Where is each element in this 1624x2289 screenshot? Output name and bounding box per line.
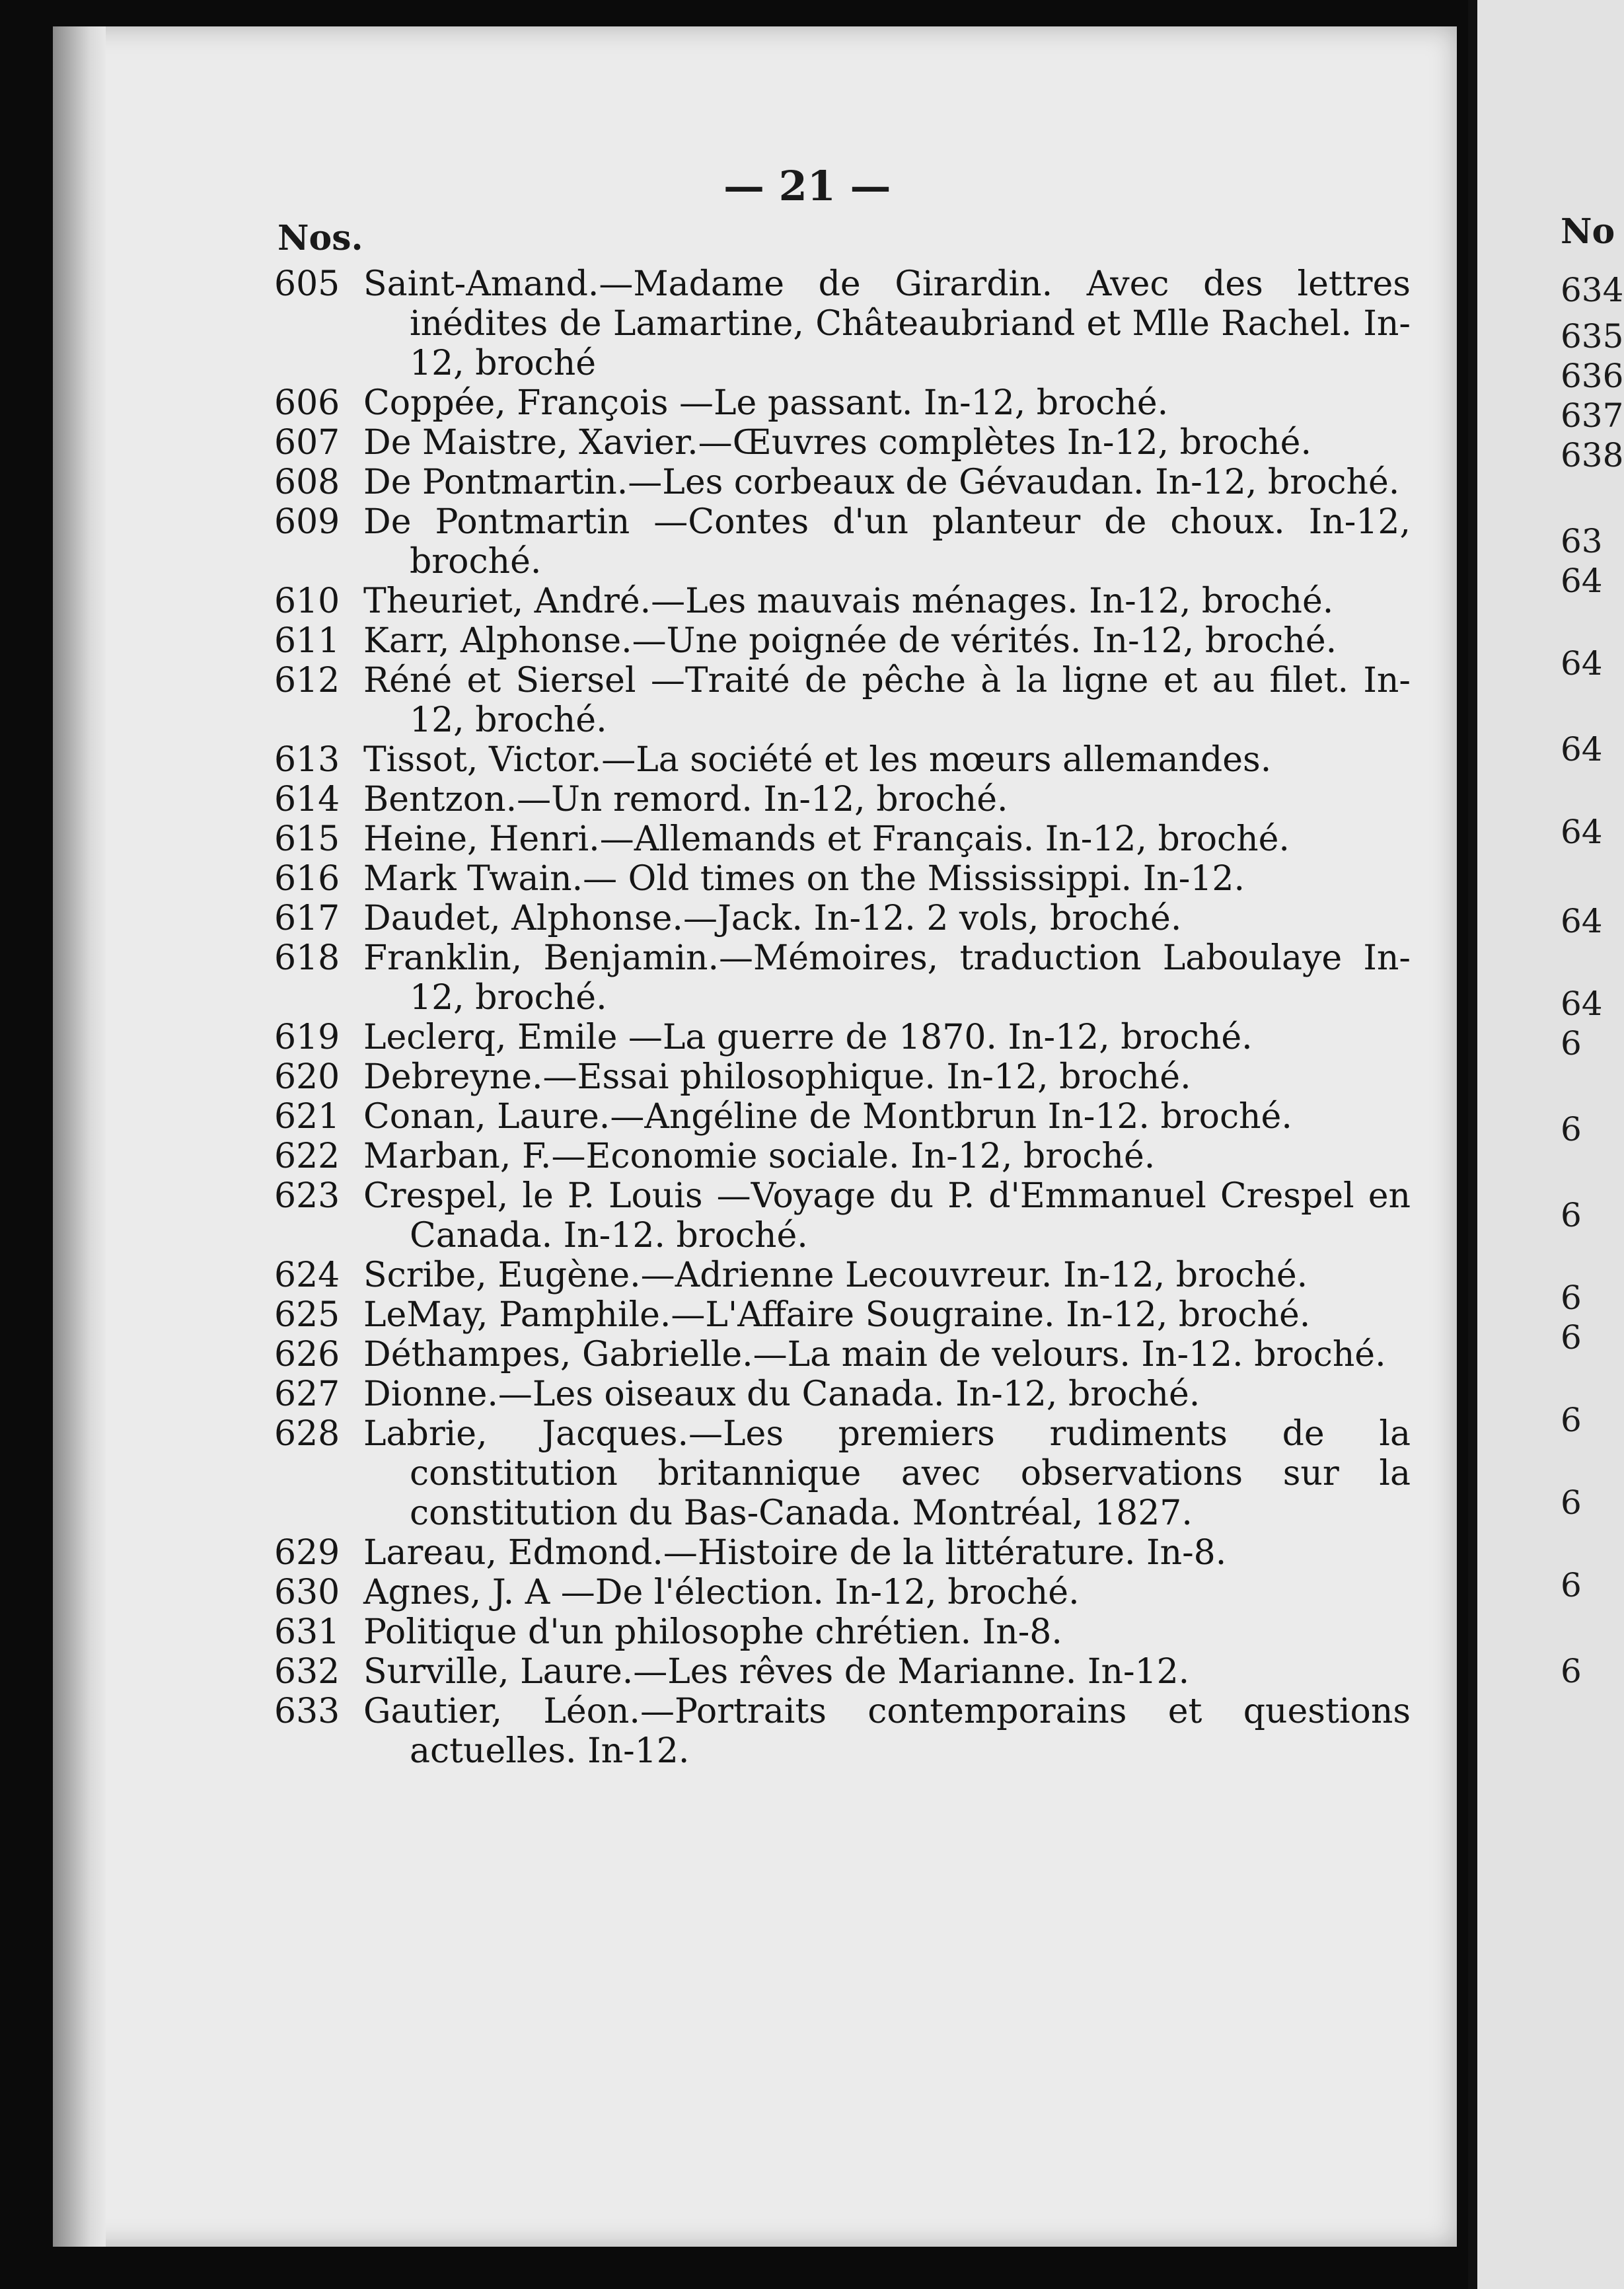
entry-number: 628 (274, 1414, 340, 1454)
entry-text: Coppée, François —Le passant. In-12, broché. (363, 383, 1169, 423)
catalog-entry (274, 1692, 1411, 1771)
column-header: Nos. (277, 218, 363, 258)
page-number: — 21 — (723, 162, 891, 210)
next-page-header: No (1561, 211, 1615, 252)
catalog-entry (274, 502, 1411, 582)
next-page-number: 6 (1561, 1566, 1582, 1604)
next-page-number: 64 (1561, 813, 1603, 851)
entry-number: 609 (274, 502, 340, 542)
entry-number: 632 (274, 1652, 340, 1692)
entry-text: Heine, Henri.—Allemands et Français. In-12, broché. (363, 819, 1290, 859)
entry-number: 623 (274, 1176, 340, 1216)
entry-number: 631 (274, 1612, 340, 1652)
entry-text: Dionne.—Les oiseaux du Canada. In-12, broché. (363, 1374, 1200, 1414)
entry-text: Saint-Amand.—Madame de Girardin. Avec des lettres inédites de Lamartine, Châteaubriand et Mlle Rachel. In-12, broché (363, 264, 1411, 383)
entry-number: 614 (274, 780, 340, 819)
entry-text: Politique d'un philosophe chrétien. In-8. (363, 1612, 1062, 1652)
catalog-entry (274, 621, 1411, 661)
catalog-entry (274, 1374, 1411, 1414)
catalog-entry (274, 1652, 1411, 1692)
catalog-entry (274, 1533, 1411, 1573)
next-page-number: 6 (1561, 1401, 1582, 1439)
catalog-entry (274, 1176, 1411, 1256)
entry-number: 624 (274, 1256, 340, 1295)
entry-text: Franklin, Benjamin.—Mémoires, traduction Laboulaye In-12, broché. (363, 938, 1411, 1018)
entry-number: 633 (274, 1692, 340, 1731)
next-page-number: 64 (1561, 985, 1603, 1023)
entry-text: Theuriet, André.—Les mauvais ménages. In-12, broché. (363, 582, 1334, 621)
catalog-entry (274, 1295, 1411, 1335)
catalog-entry (274, 1612, 1411, 1652)
entry-text: Marban, F.—Economie sociale. In-12, broché. (363, 1137, 1156, 1176)
next-page-number: 64 (1561, 562, 1603, 600)
entry-number: 616 (274, 859, 340, 899)
entry-text: Conan, Laure.—Angéline de Montbrun In-12. broché. (363, 1097, 1292, 1137)
catalog-entry (274, 1097, 1411, 1137)
entry-text: Karr, Alphonse.—Une poignée de vérités. In-12, broché. (363, 621, 1337, 661)
entry-number: 625 (274, 1295, 340, 1335)
next-page-number: 6 (1561, 1652, 1582, 1690)
catalog-entry (274, 859, 1411, 899)
entry-text: Daudet, Alphonse.—Jack. In-12. 2 vols, broché. (363, 899, 1182, 938)
entry-text: Bentzon.—Un remord. In-12, broché. (363, 780, 1008, 819)
entry-text: Déthampes, Gabrielle.—La main de velours. In-12. broché. (363, 1335, 1386, 1374)
entry-text: Réné et Siersel —Traité de pêche à la ligne et au filet. In-12, broché. (363, 661, 1411, 740)
next-page-number: 6 (1561, 1483, 1582, 1522)
entry-text: Agnes, J. A —De l'élection. In-12, broché. (363, 1573, 1080, 1612)
catalog-entry (274, 740, 1411, 780)
catalog-entry (274, 938, 1411, 1018)
next-page-number: 64 (1561, 902, 1603, 940)
catalog-entry (274, 463, 1411, 502)
entry-number: 630 (274, 1573, 340, 1612)
entry-text: LeMay, Pamphile.—L'Affaire Sougraine. In-12, broché. (363, 1295, 1311, 1335)
entry-number: 612 (274, 661, 340, 700)
entry-text: Tissot, Victor.—La société et les mœurs allemandes. (363, 740, 1272, 780)
page-edge-shadow (53, 26, 106, 2247)
entry-text: Gautier, Léon.—Portraits contemporains et questions actuelles. In-12. (363, 1692, 1411, 1771)
next-page-number: 6 (1561, 1024, 1582, 1063)
entry-number: 613 (274, 740, 340, 780)
next-page-number: 6 (1561, 1318, 1582, 1357)
entry-text: Lareau, Edmond.—Histoire de la littérature. In-8. (363, 1533, 1227, 1573)
next-page-number: 638 (1561, 436, 1624, 474)
entry-number: 615 (274, 819, 340, 859)
entry-number: 617 (274, 899, 340, 938)
entry-number: 610 (274, 582, 340, 621)
entry-text: Debreyne.—Essai philosophique. In-12, broché. (363, 1057, 1191, 1097)
catalog-entry (274, 423, 1411, 463)
catalog-entry (274, 661, 1411, 740)
next-page-number: 63 (1561, 522, 1603, 560)
entry-number: 608 (274, 463, 340, 502)
entry-text: Scribe, Eugène.—Adrienne Lecouvreur. In-12, broché. (363, 1256, 1308, 1295)
catalog-entry (274, 1573, 1411, 1612)
entry-number: 620 (274, 1057, 340, 1097)
next-page-number: 634 (1561, 271, 1624, 309)
next-page-number: 64 (1561, 730, 1603, 769)
next-page-number: 6 (1561, 1110, 1582, 1148)
entry-number: 611 (274, 621, 340, 661)
catalog-entry (274, 1335, 1411, 1374)
catalog-entries (274, 264, 1411, 1771)
catalog-entry (274, 1414, 1411, 1533)
next-page-number: 636 (1561, 357, 1624, 395)
entry-number: 627 (274, 1374, 340, 1414)
catalog-entry (274, 582, 1411, 621)
entry-text: De Pontmartin —Contes d'un planteur de choux. In-12, broché. (363, 502, 1411, 582)
entry-text: Mark Twain.— Old times on the Mississippi. In-12. (363, 859, 1245, 899)
catalog-entry (274, 383, 1411, 423)
catalog-entry (274, 780, 1411, 819)
entry-text: Labrie, Jacques.—Les premiers rudiments de la constitution britannique avec observations sur la constitution du Bas-Canada. Montréal, 1827. (363, 1414, 1411, 1533)
catalog-entry (274, 1137, 1411, 1176)
entry-text: Crespel, le P. Louis —Voyage du P. d'Emmanuel Crespel en Canada. In-12. broché. (363, 1176, 1411, 1256)
entry-text: De Maistre, Xavier.—Œuvres complètes In-12, broché. (363, 423, 1311, 463)
entry-number: 619 (274, 1018, 340, 1057)
entry-text: De Pontmartin.—Les corbeaux de Gévaudan. In-12, broché. (363, 463, 1400, 502)
entry-number: 626 (274, 1335, 340, 1374)
next-page-number: 637 (1561, 396, 1624, 435)
catalog-entry (274, 1057, 1411, 1097)
catalog-entry (274, 899, 1411, 938)
catalog-entry (274, 1018, 1411, 1057)
entry-number: 629 (274, 1533, 340, 1573)
next-page-number: 64 (1561, 644, 1603, 683)
entry-text: Leclerq, Emile —La guerre de 1870. In-12, broché. (363, 1018, 1253, 1057)
next-page-number: 6 (1561, 1279, 1582, 1317)
catalog-entry (274, 1256, 1411, 1295)
next-page-number: 6 (1561, 1196, 1582, 1234)
entry-number: 606 (274, 383, 340, 423)
entry-number: 605 (274, 264, 340, 304)
entry-number: 618 (274, 938, 340, 978)
next-page-number: 635 (1561, 317, 1624, 356)
catalog-entry (274, 819, 1411, 859)
catalog-entry (274, 264, 1411, 383)
entry-number: 607 (274, 423, 340, 463)
entry-number: 622 (274, 1137, 340, 1176)
entry-number: 621 (274, 1097, 340, 1137)
entry-text: Surville, Laure.—Les rêves de Marianne. In-12. (363, 1652, 1190, 1692)
